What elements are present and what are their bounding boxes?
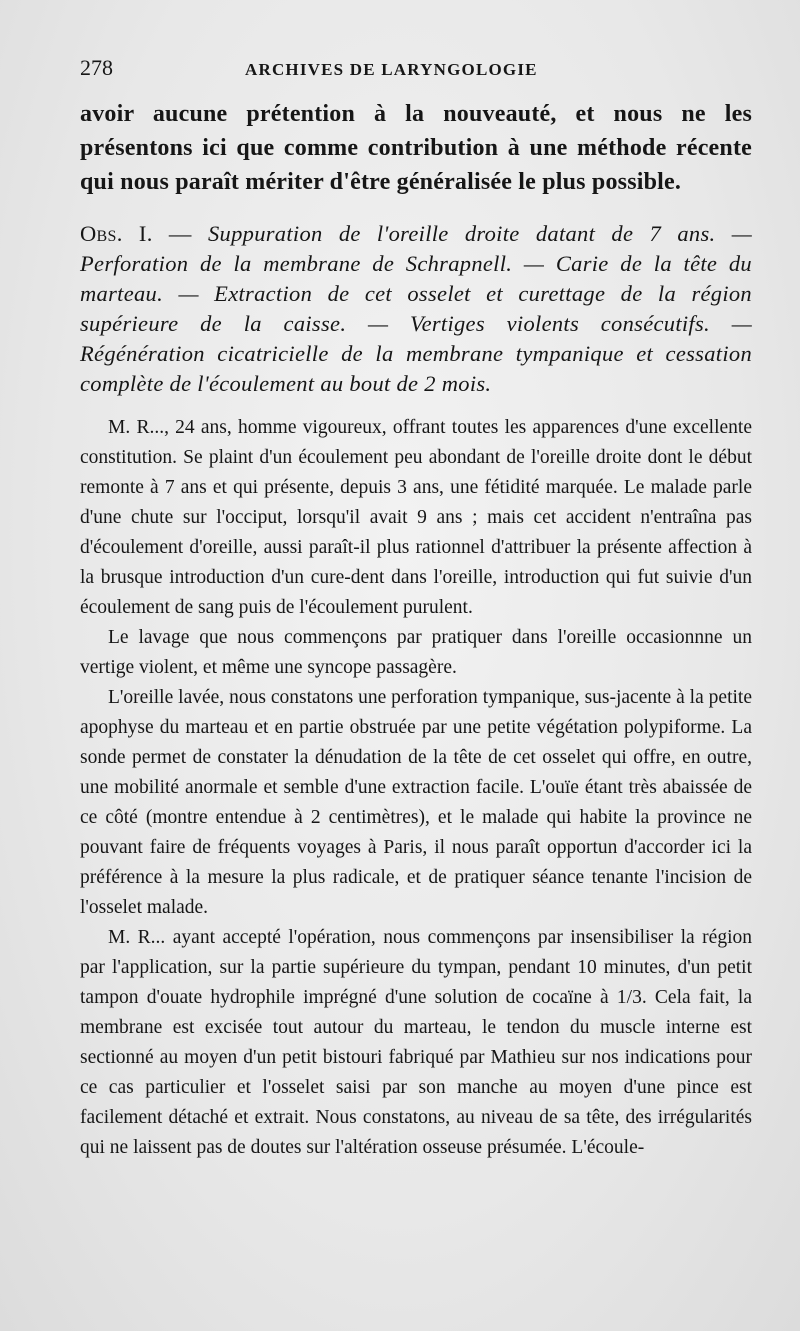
observation-label: Obs. I. — <box>80 221 192 246</box>
paragraph-lavage: Le lavage que nous commençons par pratiquer dans l'oreille occasionnne un vertige violent, et même une syncope passagère. <box>80 627 752 678</box>
paragraph-operation: M. R... ayant accepté l'opération, nous commençons par insensibiliser la région par l'application, sur la partie supérieure du tympan, pendant 10 minutes, d'un petit tampon d'ouate hydrophile imprégné d'une solution de cocaïne à 1/3. Cela fait, la membrane est excisée tout autour du marteau, le tendon du muscle interne est sectionné au moyen d'un petit bistouri fabriqué par Mathieu sur nos indications pour ce cas particulier et l'osselet saisi par son manche au moyen d'une pince est facilement détaché et extrait. Nous constatons, au niveau de sa tête, des irrégularités qui ne laissent pas de doutes sur l'altération osseuse présumée. L'écoule- <box>80 927 752 1158</box>
observation-title: Suppuration de l'oreille droite datant de 7 ans. — Perforation de la membrane de Schrapnell. — Carie de la tête du marteau. — Extraction de cet osselet et curettage de la région supérieure de la caisse. — Vertiges violents consécutifs. — Régénération cicatricielle de la membrane tympanique et cessation complète de l'écoulement au bout de 2 mois. <box>80 221 753 396</box>
journal-title: ARCHIVES DE LARYNGOLOGIE <box>245 60 538 79</box>
case-report <box>80 413 752 1163</box>
observation-heading <box>80 219 752 399</box>
paragraph-history: M. R..., 24 ans, homme vigoureux, offrant toutes les apparences d'une excellente constitution. Se plaint d'un écoulement peu abondant de l'oreille droite dont le début remonte à 7 ans et qui présente, depuis 3 ans, une fétidité marquée. Le malade parle d'une chute sur l'occiput, lorsqu'il avait 9 ans ; mais cet accident n'entraîna pas d'écoulement d'oreille, aussi paraît-il plus rationnel d'attribuer la présente affection à la brusque introduction d'un cure-dent dans l'oreille, introduction qui fut suivie d'un écoulement de sang puis de l'écoulement purulent. <box>80 417 752 618</box>
running-head <box>80 55 752 95</box>
paragraph-examination: L'oreille lavée, nous constatons une perforation tympanique, sus-jacente à la petite apophyse du marteau et en partie obstruée par une petite végétation polypiforme. La sonde permet de constater la dénudation de la tête de cet osselet qui offre, en outre, une mobilité anormale et semble d'une extraction facile. L'ouïe étant très abaissée de ce côté (montre entendue à 2 centimètres), et le malade qui habite la province ne pouvant faire de fréquents voyages à Paris, il nous paraît opportun d'accorder ici la préférence à la mesure la plus radicale, et de pratiquer séance tenante l'incision de l'osselet malade. <box>80 687 752 918</box>
intro-paragraph: avoir aucune prétention à la nouveauté, et nous ne les présentons ici que comme contribution à une méthode récente qui nous paraît mériter d'être généralisée le plus possible. <box>80 101 752 195</box>
page-number: 278 <box>80 55 113 80</box>
